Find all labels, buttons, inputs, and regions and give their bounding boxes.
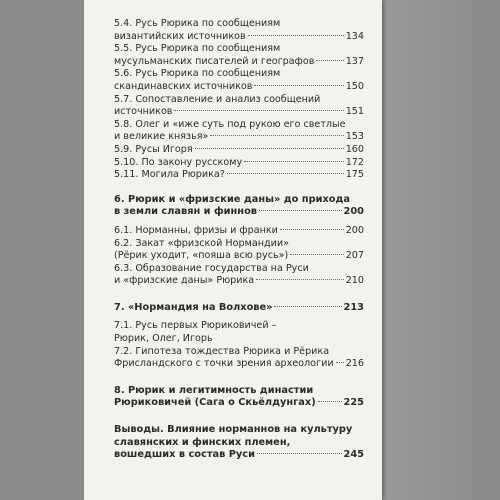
- toc-section-text: славянских и финских племен,: [114, 436, 291, 448]
- toc-entry-text: 5.11. Могила Рюрика?: [114, 169, 225, 181]
- leader-dots: [210, 135, 343, 136]
- toc-section-6: [114, 194, 364, 219]
- toc-page-number: 200: [345, 224, 364, 236]
- toc-entry-text: Рюрик, Олег, Игорь: [114, 333, 213, 345]
- toc-entry-text: 5.4. Русь Рюрика по сообщениям: [114, 18, 281, 29]
- toc-entry-text: византийских источников: [114, 30, 246, 42]
- toc-entry-text: Фрисландского с точки зрения археологии: [114, 358, 334, 370]
- toc-page-number: 160: [345, 143, 364, 155]
- leader-dots: [254, 85, 343, 86]
- toc-entry-5-11: [114, 169, 364, 182]
- toc-section-text: 6. Рюрик и «фризские даны» до прихода: [114, 193, 351, 205]
- toc-entry-5-9: [114, 144, 364, 157]
- leader-dots: [256, 279, 344, 280]
- leader-dots: [244, 161, 344, 162]
- toc-entry-6-1: [114, 225, 364, 238]
- leader-dots: [280, 229, 344, 230]
- leader-dots: [318, 401, 342, 402]
- toc-section-8: [114, 385, 364, 410]
- toc-page-number: 200: [343, 206, 364, 218]
- toc-conclusion: [114, 424, 364, 462]
- toc-page-number: 172: [345, 156, 364, 168]
- leader-dots: [290, 254, 343, 255]
- leader-dots: [227, 173, 344, 174]
- toc-entry-text: 5.10. По закону русскому: [114, 156, 243, 168]
- toc-section-text: 8. Рюрик и легитимность династии: [114, 384, 314, 396]
- toc-entry-text: 5.7. Сопоставление и анализ сообщений: [114, 93, 321, 105]
- table-of-contents: [114, 18, 364, 462]
- toc-entry-text: 6.3. Образование государства на Руси: [114, 262, 309, 274]
- adjacent-page-edge: [382, 0, 500, 500]
- toc-entry-text: 7.2. Гипотеза тождества Рюрика и Рёрика: [114, 345, 330, 357]
- toc-page-number: 216: [345, 358, 364, 370]
- toc-entry-5-4: [114, 18, 364, 43]
- leader-dots: [248, 35, 344, 36]
- toc-entry-text: мусульманских писателей и географов: [114, 55, 315, 67]
- toc-page-number: 207: [345, 250, 364, 262]
- toc-page-number: 137: [345, 55, 364, 67]
- toc-page-number: 151: [345, 106, 364, 118]
- toc-page-number: 245: [343, 449, 364, 461]
- toc-section-text: 7. «Нормандия на Волхове»: [114, 301, 273, 313]
- toc-entry-text: и «фризские даны» Рюрика: [114, 275, 255, 287]
- toc-entry-text: 7.1. Русь первых Рюриковичей –: [114, 320, 277, 332]
- toc-entry-7-2: [114, 346, 364, 371]
- leader-dots: [316, 60, 343, 61]
- toc-page-number: 210: [345, 275, 364, 287]
- toc-entry-6-3: [114, 263, 364, 288]
- toc-entry-text: 5.8. Олег и «иже суть под рукою его светлые: [114, 118, 346, 130]
- toc-page-number: 134: [345, 30, 364, 42]
- toc-entry-5-5: [114, 43, 364, 68]
- leader-dots: [174, 110, 343, 111]
- leader-dots: [257, 453, 342, 454]
- toc-entry-5-6: [114, 68, 364, 93]
- toc-section-text: Выводы. Влияние норманнов на культуру: [114, 424, 353, 436]
- toc-page-number: 213: [343, 301, 364, 313]
- toc-page-number: 150: [345, 80, 364, 92]
- toc-entry-text: источников: [114, 106, 173, 118]
- toc-entry-text: 5.9. Русы Игоря: [114, 143, 193, 155]
- toc-section-text: в земли славян и финнов: [114, 206, 257, 218]
- toc-section-7: [114, 302, 364, 315]
- leader-dots: [336, 362, 344, 363]
- toc-entry-text: 6.1. Норманны, фризы и франки: [114, 224, 278, 236]
- toc-entry-text: 6.2. Закат «фризской Нормандии»: [114, 237, 289, 249]
- toc-entry-6-2: [114, 238, 364, 263]
- leader-dots: [274, 306, 341, 307]
- leader-dots: [259, 210, 342, 211]
- toc-entry-text: 5.5. Русь Рюрика по сообщениям: [114, 43, 281, 55]
- toc-section-text: Рюриковичей (Сага о Скьёлдунгах): [114, 397, 316, 409]
- toc-entry-5-8: [114, 119, 364, 144]
- toc-entry-text: и великие князья»: [114, 131, 209, 143]
- toc-entry-text: скандинавских источников: [114, 80, 253, 92]
- toc-entry-text: 5.6. Русь Рюрика по сообщениям: [114, 68, 281, 80]
- toc-section-text: вошедших в состав Руси: [114, 449, 255, 461]
- book-page: [84, 0, 382, 500]
- toc-page-number: 175: [345, 169, 364, 181]
- leader-dots: [195, 148, 344, 149]
- toc-page-number: 225: [343, 397, 364, 409]
- toc-entry-text: (Рёрик уходит, «пояша всю русь»): [114, 250, 289, 262]
- toc-page-number: 153: [345, 131, 364, 143]
- toc-entry-5-10: [114, 157, 364, 170]
- toc-entry-5-7: [114, 94, 364, 119]
- toc-entry-7-1: [114, 320, 364, 345]
